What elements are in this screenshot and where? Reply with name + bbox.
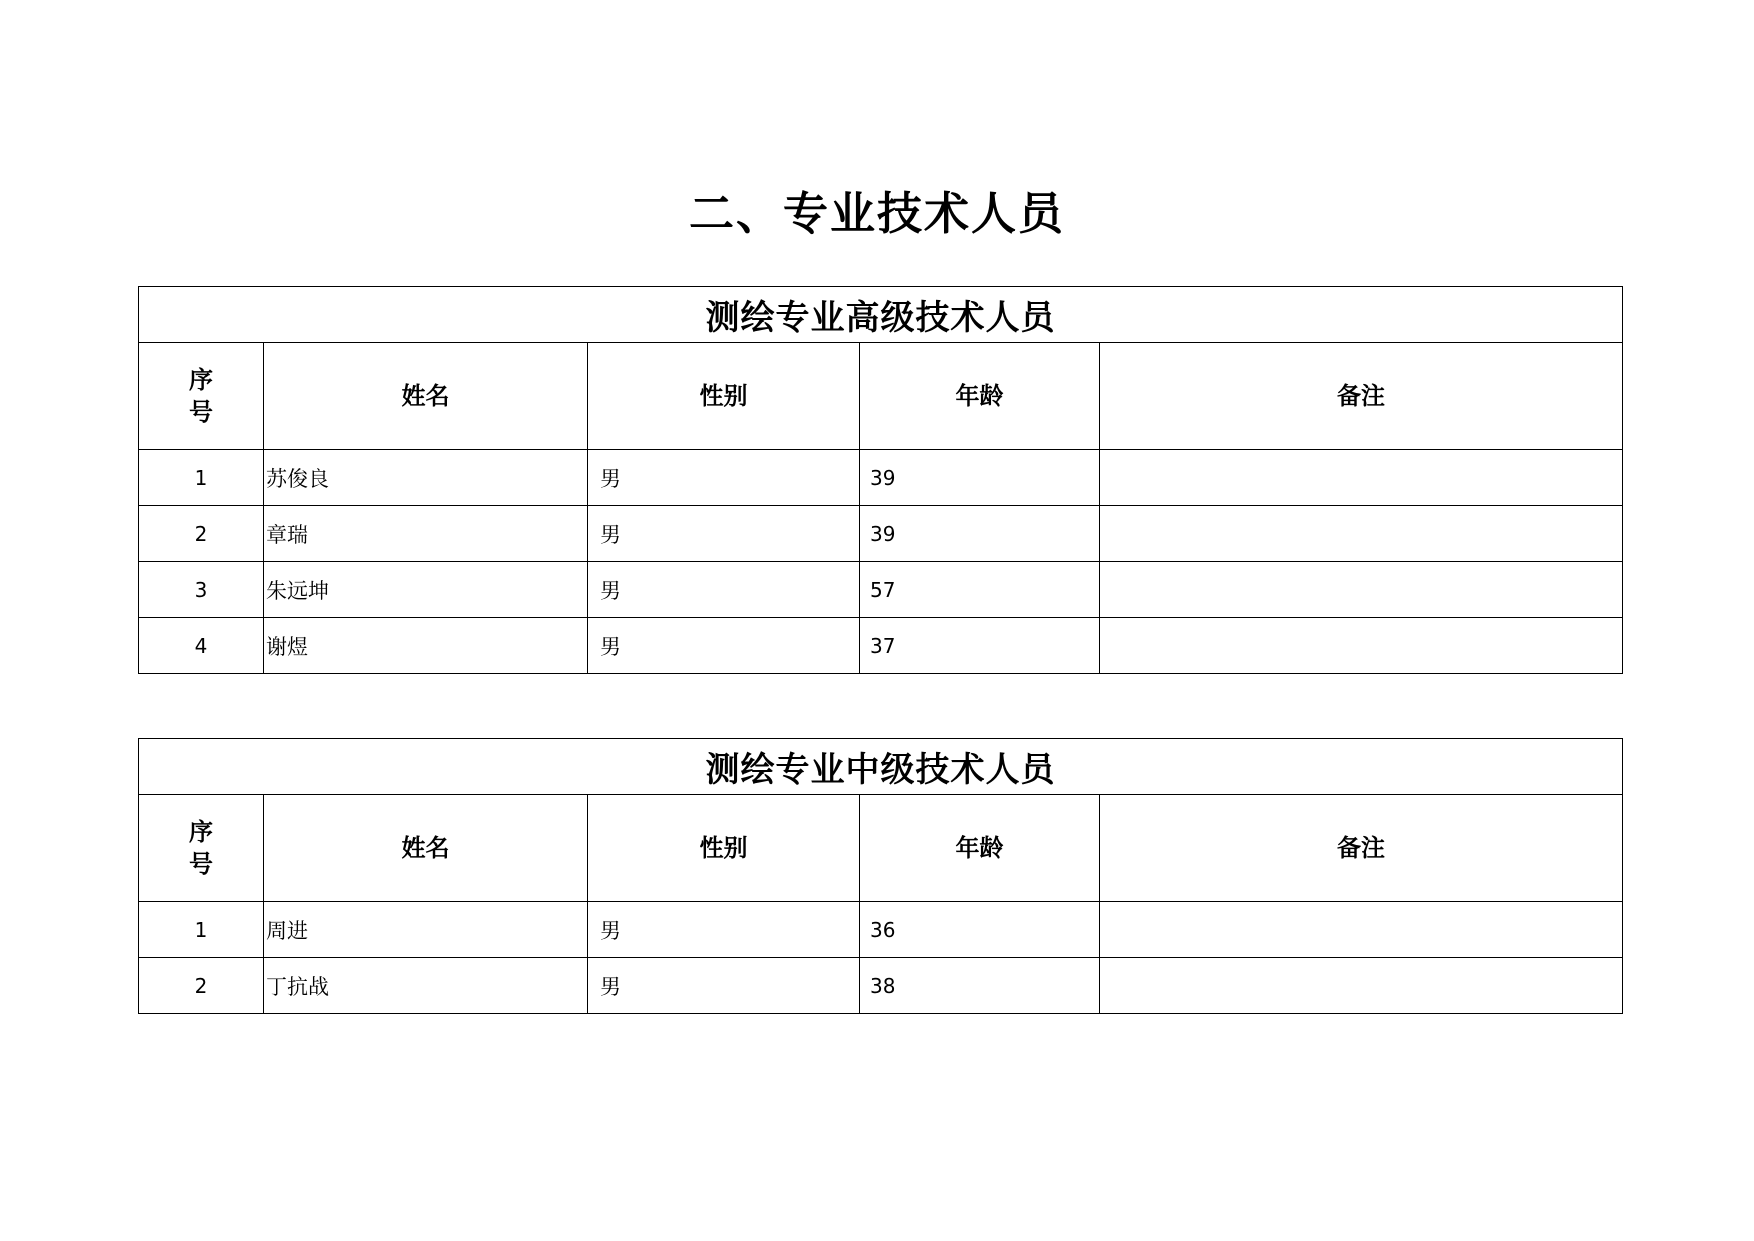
cell-gender: 男: [588, 562, 860, 618]
cell-age: 36: [860, 902, 1100, 958]
table-row: [139, 902, 1623, 958]
senior-staff-table: [138, 286, 1623, 674]
cell-age: 57: [860, 562, 1100, 618]
cell-seq: 1: [139, 902, 264, 958]
cell-seq: 3: [139, 562, 264, 618]
table-row: [139, 618, 1623, 674]
column-header-name: 姓名: [264, 343, 588, 450]
column-header-remarks: 备注: [1100, 343, 1623, 450]
cell-age: 37: [860, 618, 1100, 674]
cell-seq: 2: [139, 958, 264, 1014]
column-header-gender: 性别: [588, 795, 860, 902]
cell-remarks: [1100, 506, 1623, 562]
column-header-remarks: 备注: [1100, 795, 1623, 902]
column-header-seq: [139, 795, 264, 902]
table-row: [139, 562, 1623, 618]
cell-remarks: [1100, 450, 1623, 506]
column-header-seq-label: 序号: [189, 366, 213, 426]
column-header-name: 姓名: [264, 795, 588, 902]
cell-remarks: [1100, 618, 1623, 674]
cell-gender: 男: [588, 618, 860, 674]
column-header-age: 年龄: [860, 343, 1100, 450]
cell-age: 38: [860, 958, 1100, 1014]
table-row: [139, 506, 1623, 562]
cell-gender: 男: [588, 506, 860, 562]
cell-name: 章瑞: [264, 506, 588, 562]
section-heading: 测绘专业中级技术人员: [139, 739, 1623, 795]
intermediate-staff-table: [138, 738, 1623, 1014]
cell-name: 朱远坤: [264, 562, 588, 618]
table-row: [139, 450, 1623, 506]
cell-seq: 4: [139, 618, 264, 674]
cell-remarks: [1100, 562, 1623, 618]
cell-remarks: [1100, 902, 1623, 958]
table-row: [139, 958, 1623, 1014]
cell-name: 丁抗战: [264, 958, 588, 1014]
column-header-age: 年龄: [860, 795, 1100, 902]
cell-seq: 2: [139, 506, 264, 562]
cell-gender: 男: [588, 450, 860, 506]
column-header-gender: 性别: [588, 343, 860, 450]
cell-age: 39: [860, 506, 1100, 562]
cell-age: 39: [860, 450, 1100, 506]
cell-seq: 1: [139, 450, 264, 506]
column-header-seq: [139, 343, 264, 450]
cell-gender: 男: [588, 958, 860, 1014]
cell-name: 周进: [264, 902, 588, 958]
cell-gender: 男: [588, 902, 860, 958]
column-header-seq-label: 序号: [189, 818, 213, 878]
cell-name: 苏俊良: [264, 450, 588, 506]
cell-remarks: [1100, 958, 1623, 1014]
section-heading: 测绘专业高级技术人员: [139, 287, 1623, 343]
cell-name: 谢煜: [264, 618, 588, 674]
page-title: 二、专业技术人员: [688, 187, 1065, 240]
